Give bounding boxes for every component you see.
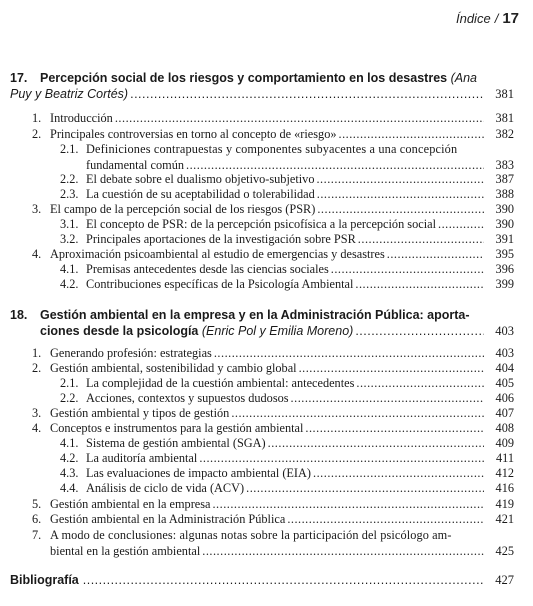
entry-title: Aproximación psicoambiental al estudio de emergencias y desastres [50, 247, 385, 261]
chapter-authors: (Ana [450, 71, 477, 85]
entry-title-continued: fundamental común [86, 157, 185, 172]
entry-number: 2. [32, 127, 42, 141]
toc-entry[interactable] [10, 528, 514, 559]
toc-entry[interactable] [10, 127, 514, 143]
entry-number: 6. [32, 512, 42, 526]
toc-entry[interactable] [10, 451, 514, 467]
entry-page-number: 406 [495, 391, 514, 405]
entry-title: Principales controversias en torno al concepto de «riesgo» [50, 127, 337, 141]
bibliography-label: Bibliografía [10, 573, 79, 587]
running-head-separator: / [494, 11, 499, 26]
entry-number: 5. [32, 497, 42, 511]
entry-page-number: 390 [495, 217, 514, 231]
entry-title: El debate sobre el dualismo objetivo-subjetivo [86, 172, 315, 186]
entry-page-number: 390 [495, 202, 514, 216]
entry-page-number: 408 [495, 421, 514, 435]
entry-page-number: 403 [495, 346, 514, 360]
chapter-page-number: 381 [495, 87, 514, 101]
entry-title: La cuestión de su aceptabilidad o tolerabilidad [86, 187, 315, 201]
entry-number: 3. [32, 406, 42, 420]
chapter-page-number: 403 [495, 324, 514, 338]
entry-page-number: 425 [495, 543, 514, 558]
entry-title: El concepto de PSR: de la percepción psicofísica a la percepción social [86, 217, 436, 231]
chapter-title: Gestión ambiental en la empresa y en la Administración Pública: aporta- [40, 308, 470, 322]
entry-number: 2.2. [60, 172, 79, 186]
entry-page-number: 399 [495, 277, 514, 291]
bibliography-entry[interactable] [10, 573, 514, 588]
entry-number: 2. [32, 361, 42, 375]
entry-number: 1. [32, 111, 42, 125]
entry-page-number: 387 [495, 172, 514, 186]
entry-title: Análisis de ciclo de vida (ACV) [86, 481, 245, 495]
entry-number: 4. [32, 421, 42, 435]
chapter-authors: (Enric Pol y Emilia Moreno) [201, 324, 354, 338]
entry-page-number: 404 [495, 361, 514, 375]
chapter-18-heading [10, 307, 514, 339]
running-head-page-number: 17 [502, 10, 519, 27]
entry-title: Gestión ambiental, sostenibilidad y cambio global [50, 361, 297, 375]
entry-title: Gestión ambiental en la Administración Pública [50, 512, 286, 526]
entry-number: 4.4. [60, 481, 79, 495]
chapter-title: Percepción social de los riesgos y comportamiento en los desastres [40, 71, 448, 85]
entry-number: 4.2. [60, 277, 79, 291]
toc-entry[interactable] [10, 406, 514, 422]
entry-page-number: 381 [495, 111, 514, 125]
entry-title-continued: biental en la gestión ambiental [50, 543, 201, 558]
entry-title: Las evaluaciones de impacto ambiental (EIA) [86, 466, 312, 480]
entry-title: Premisas antecedentes desde las ciencias sociales [86, 262, 329, 276]
entry-title: Gestión ambiental en la empresa [50, 497, 211, 511]
entry-page-number: 419 [495, 497, 514, 511]
entry-page-number: 412 [495, 466, 514, 480]
entry-page-number: 416 [495, 481, 514, 495]
entry-page-number: 391 [495, 232, 514, 246]
entry-number: 3.1. [60, 217, 79, 231]
entry-number: 4. [32, 247, 42, 261]
entry-number: 4.3. [60, 466, 79, 480]
toc-entry[interactable] [10, 421, 514, 437]
toc-entry[interactable] [10, 497, 514, 513]
toc-entry[interactable] [10, 481, 514, 497]
toc-entry[interactable] [10, 232, 514, 248]
chapter-title-continued: ciones desde la psicología [40, 324, 199, 338]
entry-title: La auditoría ambiental [86, 451, 198, 465]
entry-number: 4.2. [60, 451, 79, 465]
toc-entry[interactable] [10, 436, 514, 452]
entry-page-number: 409 [495, 436, 514, 450]
entry-page-number: 421 [495, 512, 514, 526]
entry-title: A modo de conclusiones: algunas notas sobre la participación del psicólogo am- [50, 528, 452, 542]
entry-page-number: 411 [496, 451, 514, 465]
chapter-authors: Puy y Beatriz Cortés) [10, 87, 129, 101]
toc-entry[interactable] [10, 376, 514, 392]
toc-entry[interactable] [10, 512, 514, 528]
entry-number: 1. [32, 346, 42, 360]
chapter-17-heading [10, 70, 514, 102]
entry-title: Gestión ambiental y tipos de gestión [50, 406, 230, 420]
entry-title: Definiciones contrapuestas y componentes subyacentes a una concepción [86, 142, 458, 156]
entry-number: 2.3. [60, 187, 79, 201]
entry-number: 7. [32, 528, 42, 542]
toc-entry[interactable] [10, 217, 514, 233]
chapter-number: 17. [10, 71, 28, 85]
bibliography-page-number: 427 [495, 573, 514, 587]
entry-number: 4.1. [60, 262, 79, 276]
entry-page-number: 396 [495, 262, 514, 276]
entry-number: 3. [32, 202, 42, 216]
toc-entry[interactable] [10, 346, 514, 362]
entry-page-number: 395 [495, 247, 514, 261]
toc-entry[interactable] [10, 172, 514, 188]
entry-number: 2.1. [60, 376, 79, 390]
entry-title: Introducción [50, 111, 113, 125]
toc-entry[interactable] [10, 202, 514, 218]
entry-title: Acciones, contextos y supuestos dudosos [86, 391, 289, 405]
entry-page-number: 382 [495, 127, 514, 141]
entry-title: Principales aportaciones de la investigación sobre PSR [86, 232, 356, 246]
entry-title: Sistema de gestión ambiental (SGA) [86, 436, 266, 450]
entry-number: 3.2. [60, 232, 79, 246]
entry-title: Conceptos e instrumentos para la gestión ambiental [50, 421, 304, 435]
chapter-number: 18. [10, 308, 28, 322]
toc-entry[interactable] [10, 361, 514, 377]
toc-entry[interactable] [10, 262, 514, 278]
toc-entry[interactable] [10, 187, 514, 203]
entry-page-number: 383 [495, 157, 514, 172]
entry-number: 4.1. [60, 436, 79, 450]
toc-entry[interactable] [10, 391, 514, 407]
entry-title: Contribuciones específicas de la Psicología Ambiental [86, 277, 354, 291]
running-head [456, 10, 519, 27]
toc-entry[interactable] [10, 466, 514, 482]
toc-entry[interactable] [10, 142, 514, 173]
entry-page-number: 388 [495, 187, 514, 201]
entry-title: Generando profesión: estrategias [50, 346, 212, 360]
entry-page-number: 407 [495, 406, 514, 420]
entry-number: 2.2. [60, 391, 79, 405]
entry-number: 2.1. [60, 142, 79, 156]
toc-entry[interactable] [10, 111, 514, 127]
entry-title: La complejidad de la cuestión ambiental: antecedentes [86, 376, 355, 390]
entry-title: El campo de la percepción social de los riesgos (PSR) [50, 202, 316, 216]
entry-page-number: 405 [495, 376, 514, 390]
running-head-label: Índice [455, 11, 491, 26]
toc-entry[interactable] [10, 277, 514, 293]
toc-entry[interactable] [10, 247, 514, 263]
